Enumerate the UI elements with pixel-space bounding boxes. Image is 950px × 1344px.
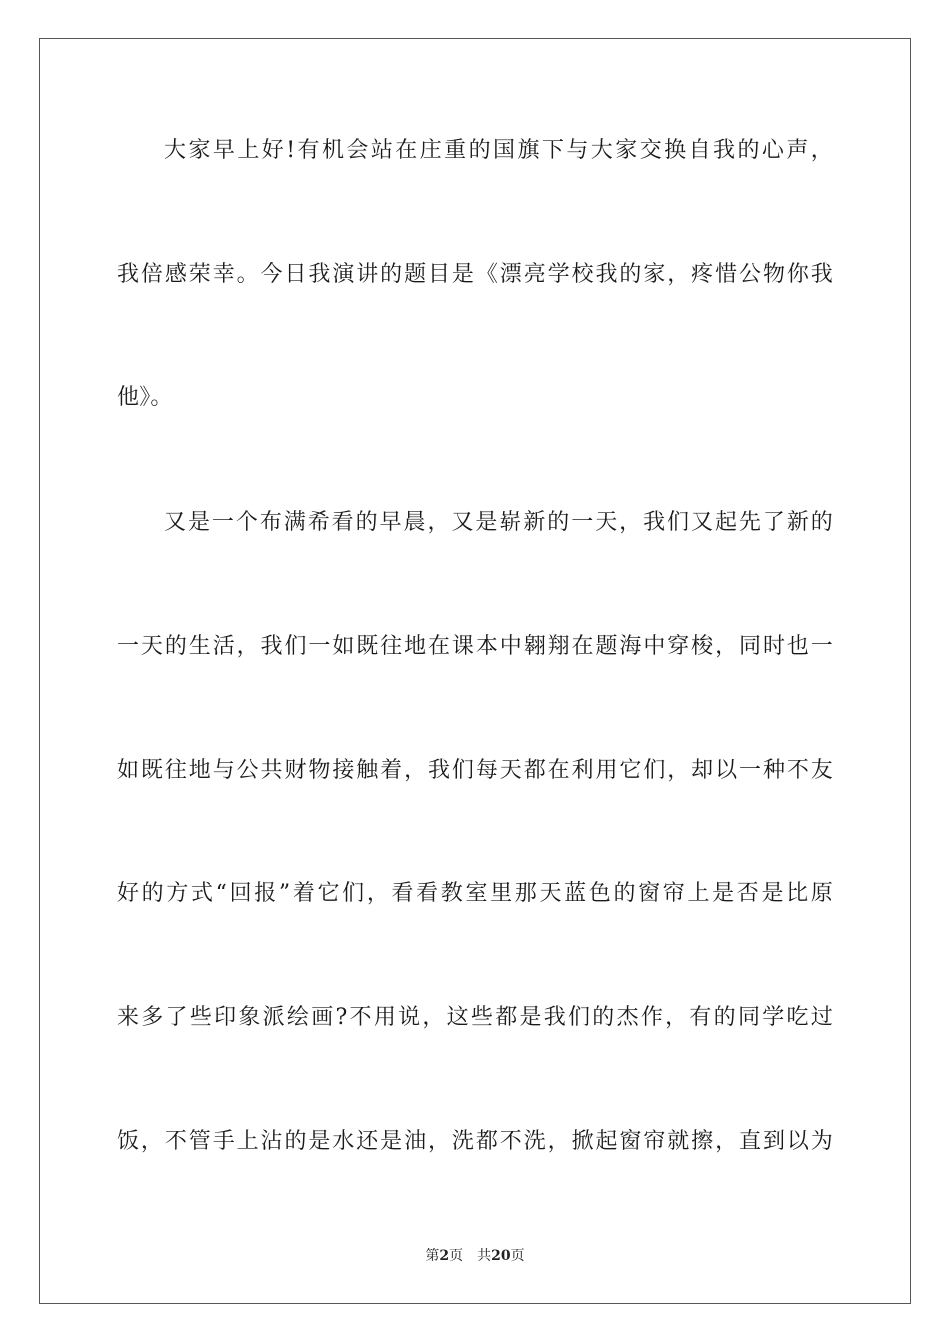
footer-total-unit: 页 [510, 1248, 525, 1264]
footer-prefix: 第 [425, 1248, 440, 1264]
footer-total-prefix: 共 [477, 1248, 492, 1264]
page-frame [39, 38, 911, 1304]
paragraph-1-line-1: 大家早上好!有机会站在庄重的国旗下与大家交换自我的心声， [164, 138, 833, 163]
page-footer [0, 1246, 950, 1266]
paragraph-1-line-3: 他》。 [117, 385, 173, 410]
paragraph-2-line-4: 好的方式“回报”着它们，看看教室里那天蓝色的窗帘上是否是比原 [117, 881, 833, 906]
paragraph-1-line-2: 我倍感荣幸。今日我演讲的题目是《漂亮学校我的家，疼惜公物你我 [117, 262, 833, 287]
total-pages-number: 20 [491, 1248, 511, 1264]
current-page-number: 2 [439, 1248, 450, 1264]
paragraph-2-line-2: 一天的生活，我们一如既往地在课本中翱翔在题海中穿梭，同时也一 [117, 634, 833, 659]
footer-page-unit: 页 [449, 1248, 464, 1264]
paragraph-2-line-3: 如既往地与公共财物接触着，我们每天都在利用它们，却以一种不友 [117, 758, 833, 783]
paragraph-2-line-1: 又是一个布满希看的早晨，又是崭新的一天，我们又起先了新的 [164, 510, 833, 535]
paragraph-2-line-5: 来多了些印象派绘画?不用说，这些都是我们的杰作，有的同学吃过 [117, 1005, 833, 1030]
paragraph-2-line-6: 饭，不管手上沾的是水还是油，洗都不洗，掀起窗帘就擦，直到以为 [117, 1129, 833, 1154]
